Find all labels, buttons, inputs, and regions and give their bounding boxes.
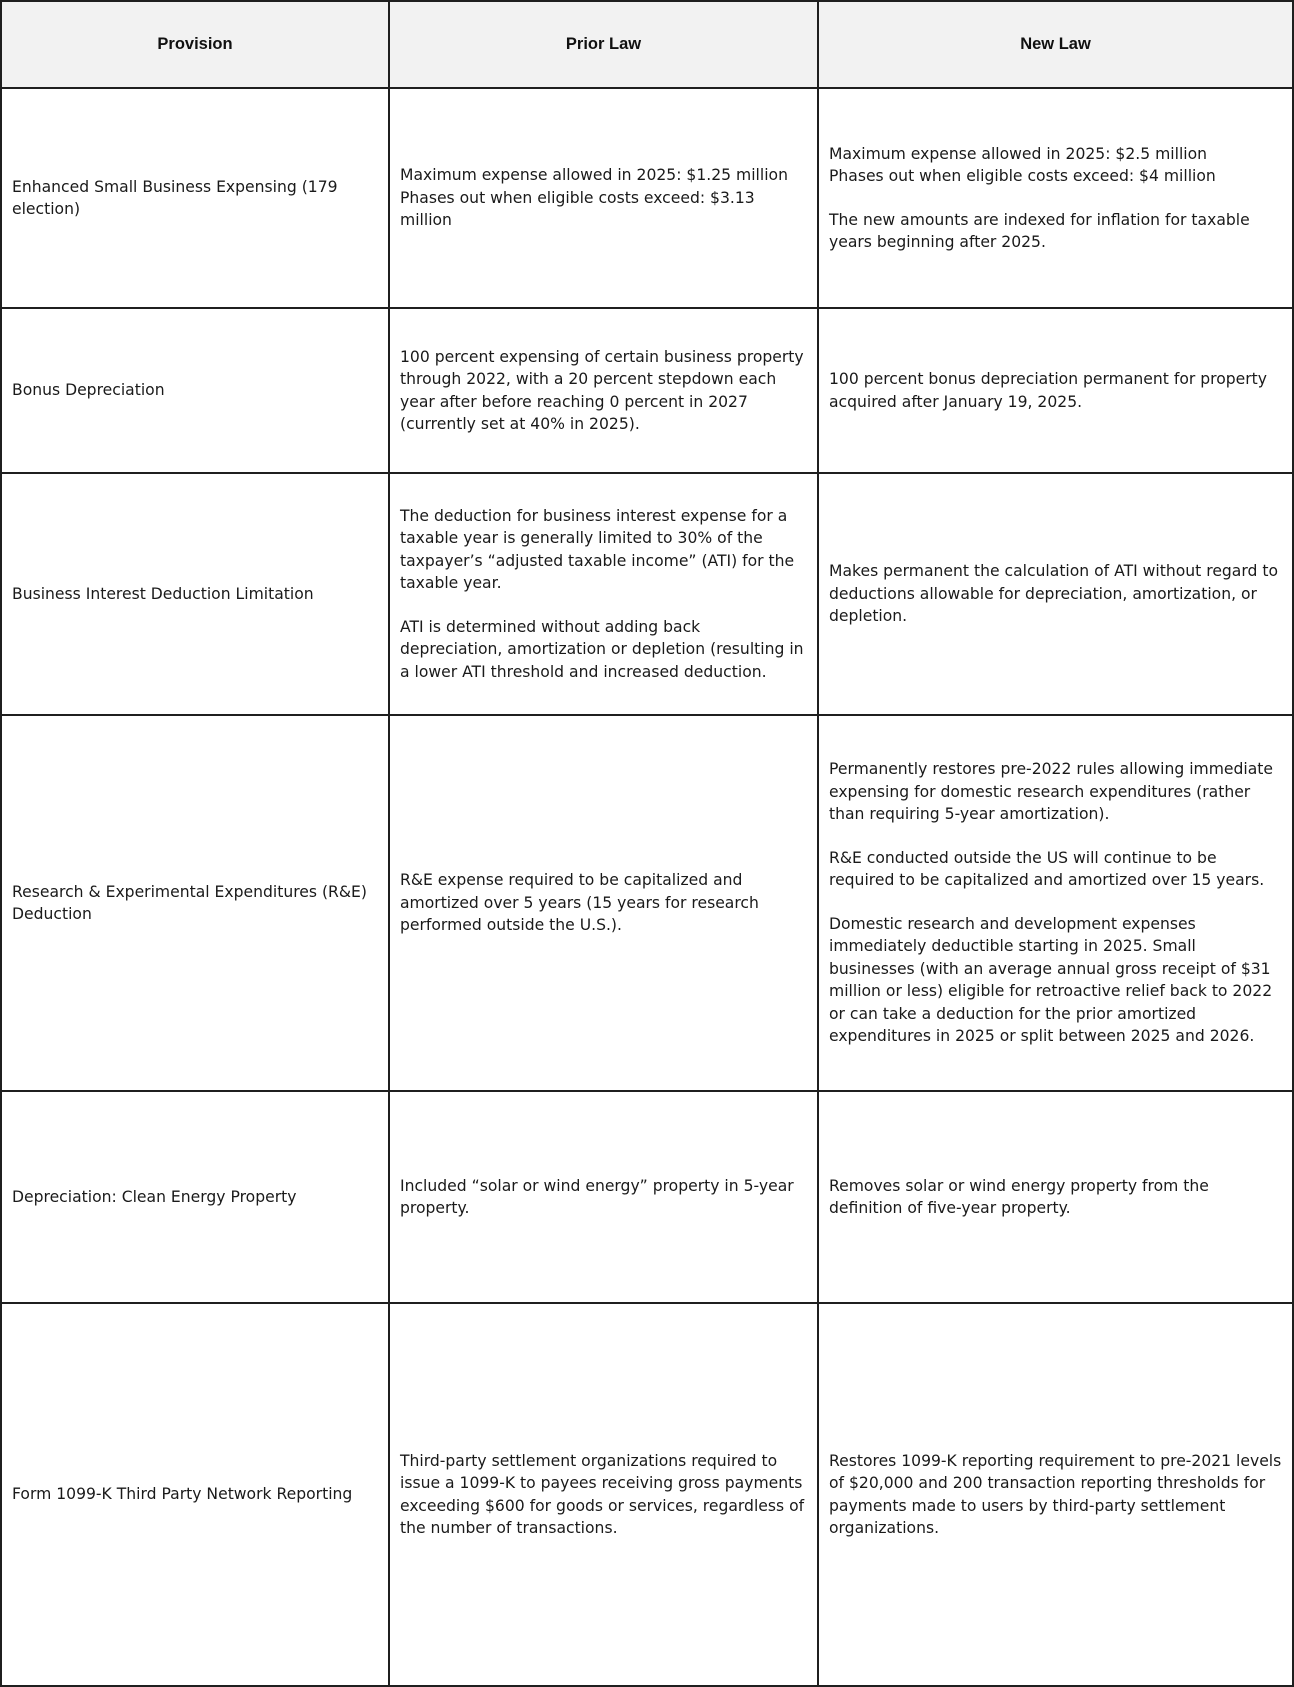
cell-paragraph: The new amounts are indexed for inflation for taxable years beginning after 2025. <box>829 210 1250 251</box>
header-label: Provision <box>157 35 233 53</box>
cell-paragraph: R&E conducted outside the US will continue to be required to be capitalized and amortized over 15 years. <box>829 848 1265 890</box>
prior-law-cell <box>390 1092 819 1304</box>
new-law-cell <box>819 1092 1294 1304</box>
provision-cell <box>0 474 390 716</box>
cell-text <box>829 143 1282 254</box>
cell-text <box>12 583 378 606</box>
cell-text <box>12 1483 378 1506</box>
cell-paragraph: Maximum expense allowed in 2025: $1.25 million Phases out when eligible costs exceed: $3.13 million <box>400 166 788 230</box>
prior-law-cell <box>390 309 819 474</box>
cell-text <box>829 1450 1282 1540</box>
cell-paragraph: 100 percent expensing of certain business property through 2022, with a 20 percent stepdown each year after before reaching 0 percent in 2027 (currently set at 40% in 2025). <box>400 347 804 433</box>
cell-paragraph: Permanently restores pre-2022 rules allowing immediate expensing for domestic research expenditures (rather than requiring 5-year amortization). <box>829 760 1274 824</box>
cell-paragraph: Depreciation: Clean Energy Property <box>12 1187 297 1206</box>
provision-cell <box>0 89 390 309</box>
header-label: Prior Law <box>565 35 642 53</box>
cell-text <box>829 1175 1282 1220</box>
prior-law-cell <box>390 89 819 309</box>
header-prior-law <box>390 0 819 89</box>
cell-paragraph: Maximum expense allowed in 2025: $2.5 million Phases out when eligible costs exceed: $4 million <box>829 144 1216 185</box>
header-new-law <box>819 0 1294 89</box>
provision-cell <box>0 1092 390 1304</box>
header-label: New Law <box>1020 35 1091 53</box>
cell-paragraph: Business Interest Deduction Limitation <box>12 584 314 603</box>
cell-text <box>400 869 807 937</box>
cell-text <box>400 1450 807 1540</box>
cell-paragraph: Makes permanent the calculation of ATI without regard to deductions allowable for depreciation, amortization, or depletion. <box>829 562 1279 626</box>
new-law-cell <box>819 716 1294 1092</box>
cell-paragraph: Third-party settlement organizations required to issue a 1099-K to payees receiving gross payments exceeding $600 for goods or services, regardless of the number of transactions. <box>400 1451 805 1537</box>
new-law-cell <box>819 89 1294 309</box>
cell-text <box>400 505 807 684</box>
cell-paragraph: Restores 1099-K reporting requirement to pre-2021 levels of $20,000 and 200 transaction reporting thresholds for payments made to users by third-party settlement organizations. <box>829 1451 1282 1537</box>
new-law-cell <box>819 309 1294 474</box>
prior-law-cell <box>390 716 819 1092</box>
cell-paragraph: Research & Experimental Expenditures (R&E) Deduction <box>12 882 367 923</box>
provision-cell <box>0 1304 390 1687</box>
cell-paragraph: R&E expense required to be capitalized and amortized over 5 years (15 years for research performed outside the U.S.). <box>400 871 759 935</box>
prior-law-cell <box>390 1304 819 1687</box>
new-law-cell <box>819 1304 1294 1687</box>
cell-text <box>12 176 378 221</box>
cell-paragraph: Included “solar or wind energy” property in 5-year property. <box>400 1176 794 1217</box>
cell-paragraph: Bonus Depreciation <box>12 381 165 400</box>
cell-paragraph: ATI is determined without adding back depreciation, amortization or depletion (resulting in a lower ATI threshold and increased deduction. <box>400 617 804 681</box>
cell-text <box>829 758 1282 1048</box>
cell-text <box>12 881 378 926</box>
cell-paragraph: The deduction for business interest expense for a taxable year is generally limited to 30% of the taxpayer’s “adjusted taxable income” (ATI) for the taxable year. <box>400 506 795 593</box>
cell-paragraph: Enhanced Small Business Expensing (179 election) <box>12 177 338 218</box>
cell-text <box>400 1175 807 1220</box>
cell-paragraph: Form 1099-K Third Party Network Reporting <box>12 1485 353 1504</box>
cell-text <box>12 379 378 402</box>
cell-text <box>400 164 807 232</box>
prior-law-cell <box>390 474 819 716</box>
cell-paragraph: Domestic research and development expenses immediately deductible starting in 2025. Small businesses (with an average annual gross receipt of $31 million or less) eligible for retroactive relief back to 2022 or can take a deduction for the prior amortized expenditures in 2025 or split between 2025 and 2026. <box>829 914 1273 1046</box>
provision-cell <box>0 716 390 1092</box>
new-law-cell <box>819 474 1294 716</box>
cell-paragraph: Removes solar or wind energy property from the definition of five-year property. <box>829 1176 1209 1217</box>
cell-paragraph: 100 percent bonus depreciation permanent for property acquired after January 19, 2025. <box>829 370 1267 411</box>
cell-text <box>12 1186 378 1209</box>
header-provision <box>0 0 390 89</box>
cell-text <box>829 368 1282 413</box>
cell-text <box>829 560 1282 628</box>
cell-text <box>400 346 807 436</box>
provision-cell <box>0 309 390 474</box>
